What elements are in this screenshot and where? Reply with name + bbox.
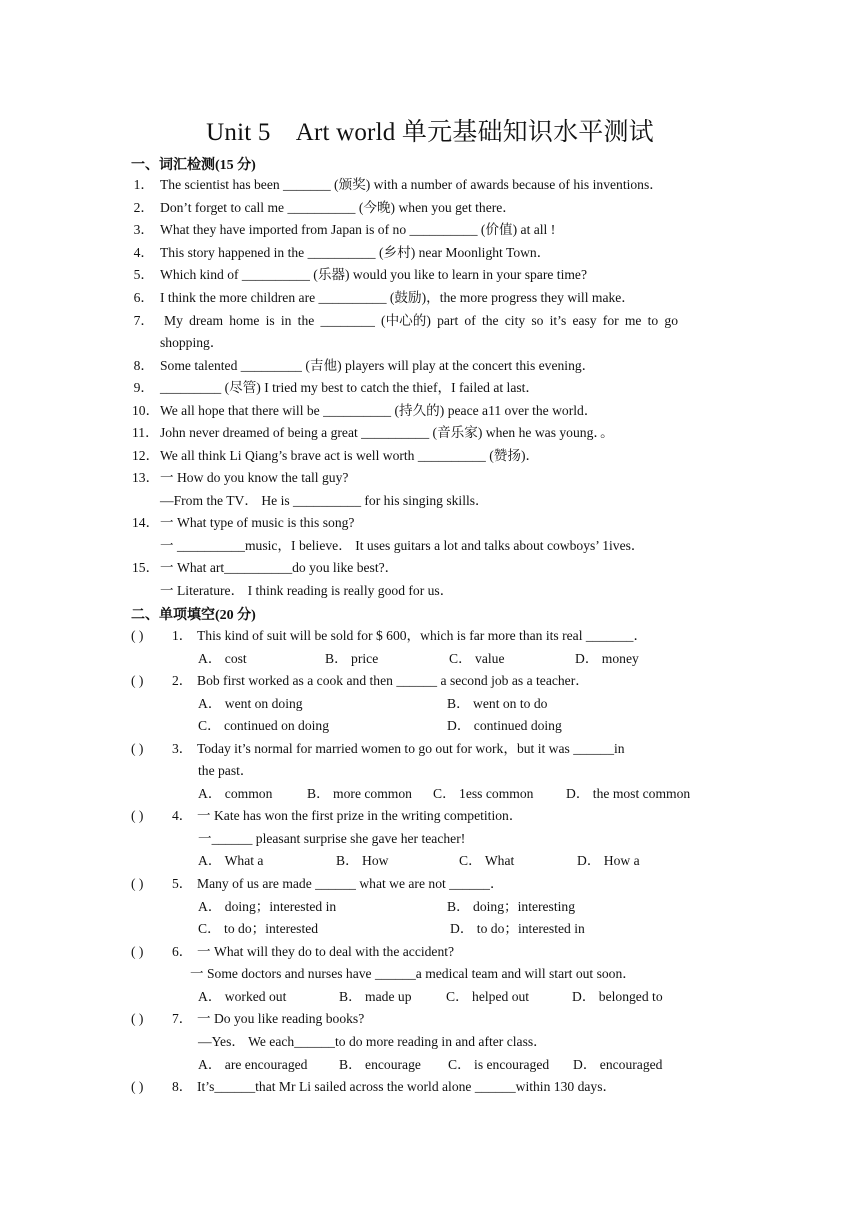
option-c: C． to do；interested — [198, 921, 319, 936]
question-number: 12． — [132, 448, 160, 463]
option-a: A． cost — [198, 651, 247, 666]
question-number: 13． — [132, 470, 160, 485]
option-a: A． worked out — [198, 989, 287, 1004]
answer-bracket: ( ) — [131, 1079, 144, 1094]
question-text: It’s______that Mr Li sailed across the world alone ______within 130 days． — [197, 1079, 617, 1094]
question-text: Which kind of __________ (乐器) would you like to learn in your spare time? — [160, 267, 587, 282]
answer-bracket: ( ) — [131, 741, 144, 756]
answer-bracket: ( ) — [131, 628, 144, 643]
option-c: C． value — [449, 651, 505, 666]
question-text: What they have imported from Japan is of no __________ (价值) at all ! — [160, 222, 556, 237]
question-number: 4． — [172, 808, 193, 823]
question-number: 6． — [172, 944, 193, 959]
question-number: 1． — [172, 628, 193, 643]
question-number: 8． — [172, 1079, 193, 1094]
option-c: C． is encouraged — [448, 1057, 550, 1072]
section-heading-vocabulary: 一、词汇检测(15 分) — [131, 158, 256, 173]
question-text-continued: 一______ pleasant surprise she gave her teacher! — [198, 831, 466, 846]
answer-bracket: ( ) — [131, 1011, 144, 1026]
option-d: D． continued doing — [447, 718, 562, 733]
question-number: 6． — [133, 290, 154, 305]
question-text: My dream home is in the ________ (中心的) part of the city so it’s easy for me to go — [164, 313, 679, 328]
question-text: This story happened in the __________ (乡村) near Moonlight Town． — [160, 245, 551, 260]
option-b: B． How — [336, 853, 389, 868]
option-d: D． encouraged — [573, 1057, 663, 1072]
option-d: D． the most common — [566, 786, 691, 801]
question-text: 一 What type of music is this song? — [160, 515, 355, 530]
question-text: I think the more children are __________ (鼓励)，the more progress they will make． — [160, 290, 635, 305]
question-number: 10． — [132, 403, 160, 418]
option-b: B． price — [325, 651, 379, 666]
question-number: 3． — [133, 222, 154, 237]
section-heading-multiple-choice: 二、单项填空(20 分) — [131, 608, 256, 623]
question-text: Don’t forget to call me __________ (今晚) when you get there． — [160, 200, 516, 215]
question-text-continued: 一 __________music，I believe． It uses guitars a lot and talks about cowboys’ 1ives． — [160, 538, 645, 553]
question-text: This kind of suit will be sold for $ 600，which is far more than its real _______． — [197, 628, 648, 643]
option-c: C． continued on doing — [198, 718, 330, 733]
question-text: Many of us are made ______ what we are not ______． — [197, 876, 504, 891]
answer-bracket: ( ) — [131, 944, 144, 959]
question-text: Some talented _________ (吉他) players will play at the concert this evening． — [160, 358, 596, 373]
option-b: B． doing；interesting — [447, 899, 575, 914]
question-text: The scientist has been _______ (颁奖) with a number of awards because of his inventions． — [160, 177, 663, 192]
question-text-continued: 一 Literature． I think reading is really good for us． — [160, 583, 454, 598]
answer-bracket: ( ) — [131, 808, 144, 823]
option-c: C． 1ess common — [433, 786, 534, 801]
option-a: A． doing；interested in — [198, 899, 337, 914]
option-c: C． What — [459, 853, 515, 868]
question-text-continued: —Yes． We each______to do more reading in and after class． — [198, 1034, 547, 1049]
question-number: 9． — [133, 380, 154, 395]
option-c: C． helped out — [446, 989, 530, 1004]
question-text: 一 How do you know the tall guy? — [160, 470, 349, 485]
answer-bracket: ( ) — [131, 673, 144, 688]
question-text: We all hope that there will be __________ (持久的) peace a11 over the world． — [160, 403, 598, 418]
question-text-continued: the past． — [198, 763, 254, 778]
page-title: Unit 5 Art world 单元基础知识水平测试 — [206, 119, 654, 146]
question-number: 5． — [133, 267, 154, 282]
question-number: 14． — [132, 515, 160, 530]
option-d: D． How a — [577, 853, 640, 868]
option-a: A． went on doing — [198, 696, 303, 711]
question-number: 8． — [133, 358, 154, 373]
option-d: D． money — [575, 651, 639, 666]
question-number: 2． — [133, 200, 154, 215]
question-number: 4． — [133, 245, 154, 260]
option-b: B． more common — [307, 786, 412, 801]
option-a: A． are encouraged — [198, 1057, 308, 1072]
option-a: A． What a — [198, 853, 264, 868]
option-a: A． common — [198, 786, 273, 801]
question-text-continued: 一 Some doctors and nurses have ______a medical team and will start out soon． — [190, 966, 636, 981]
question-text: _________ (尽管) I tried my best to catch the thief，I failed at last． — [160, 380, 540, 395]
option-d: D． belonged to — [572, 989, 663, 1004]
question-text: John never dreamed of being a great __________ (音乐家) when he was young．。 — [160, 425, 614, 440]
option-b: B． went on to do — [447, 696, 548, 711]
question-number: 11． — [132, 425, 159, 440]
question-number: 1． — [133, 177, 154, 192]
question-number: 5． — [172, 876, 193, 891]
question-text: Today it’s normal for married women to go out for work，but it was ______in — [197, 741, 625, 756]
option-b: B． made up — [339, 989, 412, 1004]
question-number: 3． — [172, 741, 193, 756]
question-text: 一 What art__________do you like best?． — [160, 560, 399, 575]
option-d: D． to do；interested in — [450, 921, 585, 936]
question-text: We all think Li Qiang’s brave act is well worth __________ (赞扬)． — [160, 448, 540, 463]
answer-bracket: ( ) — [131, 876, 144, 891]
question-text: 一 What will they do to deal with the accident? — [197, 944, 455, 959]
question-text-continued: —From the TV． He is __________ for his singing skills． — [160, 493, 489, 508]
question-number: 2． — [172, 673, 193, 688]
question-text: Bob first worked as a cook and then ______ a second job as a teacher． — [197, 673, 589, 688]
option-b: B． encourage — [339, 1057, 421, 1072]
question-number: 7． — [172, 1011, 193, 1026]
question-text: 一 Do you like reading books? — [197, 1011, 365, 1026]
question-text: 一 Kate has won the first prize in the writing competition． — [197, 808, 523, 823]
question-text-continued: shopping． — [160, 335, 224, 350]
question-number: 15． — [132, 560, 160, 575]
question-number: 7． — [133, 313, 154, 328]
